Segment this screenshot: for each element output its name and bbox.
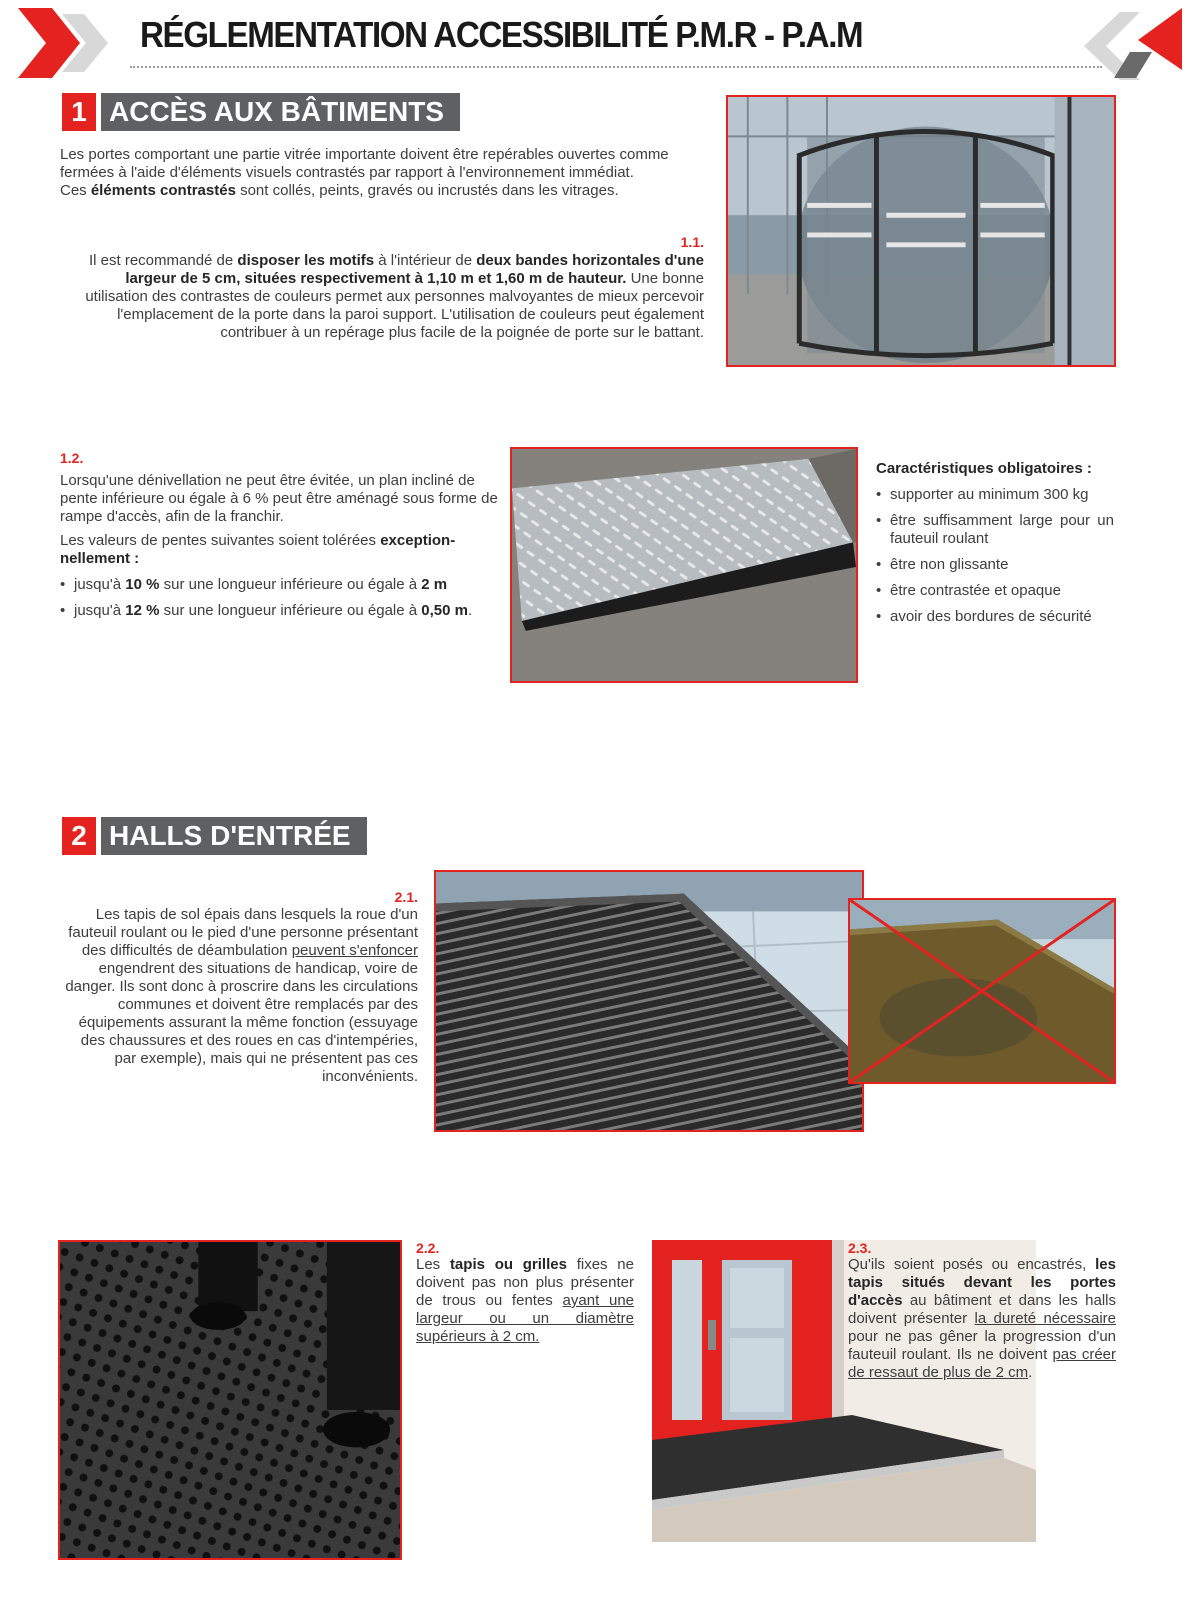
slope-1-c: sur une longueur inférieure ou égale à	[159, 576, 422, 593]
s11-part-d: deux bandes horizontales d'une largeur de 5 cm, situées respectivement à 1,10 m et 1,60 m de hauteur.	[125, 252, 704, 287]
subsection-2-1-text	[62, 906, 418, 1086]
slope-1-d: 2 m	[421, 576, 448, 593]
characteristic-item: • supporter au minimum 300 kg	[876, 486, 1114, 504]
s12-p2-start: Les valeurs de pentes suivantes soient tolérées	[60, 532, 381, 549]
subsection-1-1-text	[60, 252, 704, 342]
access-ramp-photo	[510, 447, 858, 683]
section-1-intro	[60, 146, 700, 200]
s11-part-b: disposer les motifs	[237, 252, 375, 269]
subsection-2-3-text	[848, 1256, 1116, 1382]
s23-part-c: au bâtiment et dans les halls doivent présenter	[848, 1292, 1116, 1327]
slope-2-a: jusqu'à	[74, 602, 126, 619]
subsection-2-2-number: 2.2.	[416, 1240, 440, 1256]
s23-part-b: les tapis situés devant les portes d'accès	[848, 1256, 1116, 1309]
section-2-heading	[62, 817, 367, 855]
s23-part-d: la dureté nécessaire	[974, 1310, 1116, 1327]
s21-part-c: engendrent des situations de handicap, voire de danger. Ils sont donc à proscrire dans les circulations communes et doivent être remplacés par des équipements assurant la même fonction (essuyage des chaussures et des roues en cas d'intempéries, par exemple), mais qui ne présentent pas ces inconvénients.	[65, 960, 418, 1085]
s12-p2-bold: exception-nellement :	[60, 532, 456, 567]
s23-part-f: pas créer de ressaut de plus de 2 cm	[848, 1346, 1116, 1381]
slope-list	[60, 576, 498, 620]
s11-part-e: Une bonne utilisation des contrastes de couleurs permet aux personnes malvoyantes de mieux percevoir l'emplacement de la porte dans la paroi support. L'utilisation de couleurs peut également contribuer à un repérage plus facile de la poignée de porte sur le battant.	[85, 270, 704, 341]
characteristics-list	[876, 486, 1114, 626]
section-2-number: 2	[62, 817, 96, 855]
s22-part-b: tapis ou grilles	[449, 1256, 567, 1273]
section-1-title: ACCÈS AUX BÂTIMENTS	[101, 93, 460, 131]
intro-paragraph-2	[60, 182, 700, 200]
s22-part-d: ayant une largeur ou un diamètre supérieurs à 2 cm.	[416, 1292, 635, 1345]
corner-chevron-left-icon	[18, 8, 116, 78]
title-divider	[130, 66, 1102, 68]
revolving-door-photo	[726, 95, 1116, 367]
section-1-heading	[62, 93, 460, 131]
slope-item-1	[60, 576, 498, 594]
characteristic-item: • être suffisamment large pour un fauteuil roulant	[876, 512, 1114, 548]
slope-item-2	[60, 602, 498, 620]
intro-p2-end: sont collés, peints, gravés ou incrustés dans les vitrages.	[235, 182, 619, 199]
slope-1-a: jusqu'à	[74, 576, 126, 593]
intro-paragraph-1: Les portes comportant une partie vitrée importante doivent être repérables ouvertes comme fermées à l'aide d'éléments visuels contrastés par rapport à l'environnement immédiat.	[60, 146, 669, 181]
subsection-1-2-number: 1.2.	[60, 450, 84, 466]
slope-2-d: 0,50 m	[421, 602, 468, 619]
entrance-mat-photo	[434, 870, 864, 1132]
slope-2-e: .	[468, 602, 473, 619]
subsection-1-1-number: 1.1.	[680, 234, 704, 250]
s23-part-g: .	[1028, 1364, 1033, 1381]
mandatory-characteristics	[876, 460, 1114, 634]
section-2-title: HALLS D'ENTRÉE	[101, 817, 367, 855]
rubber-grid-mat-photo	[58, 1240, 402, 1560]
characteristic-item: • être contrastée et opaque	[876, 582, 1114, 600]
s11-part-c: à l'intérieur de	[374, 252, 477, 269]
characteristics-title: Caractéristiques obligatoires :	[876, 460, 1092, 477]
subsection-2-3-number: 2.3.	[848, 1240, 872, 1256]
forbidden-coir-mat-photo	[848, 898, 1116, 1084]
s12-paragraph-1: Lorsqu'une dénivellation ne peut être évitée, un plan incliné de pente inférieure ou égale à 6 % peut être aménagé sous forme de rampe d'accès, afin de la franchir.	[60, 472, 498, 525]
s11-part-a: Il est recommandé de	[89, 252, 238, 269]
s21-part-a: Les tapis de sol épais dans lesquels la roue d'un fauteuil roulant ou le pied d'une personne présentant des difficultés de déambulation	[68, 906, 418, 959]
s22-part-a: Les	[416, 1256, 450, 1273]
intro-p2-bold: éléments contrastés	[90, 182, 236, 199]
slope-1-b: 10 %	[125, 576, 160, 593]
slope-2-c: sur une longueur inférieure ou égale à	[159, 602, 422, 619]
s23-part-e: pour ne pas gêner la progression d'un fauteuil roulant. Ils ne doivent	[848, 1328, 1116, 1363]
subsection-1-2-text	[60, 472, 498, 628]
intro-p2-start: Ces	[60, 182, 91, 199]
s23-part-a: Qu'ils soient posés ou encastrés,	[848, 1256, 1096, 1273]
s12-paragraph-2	[60, 532, 498, 568]
characteristic-item: • être non glissante	[876, 556, 1114, 574]
corner-chevron-right-icon	[1078, 8, 1182, 86]
slope-2-b: 12 %	[125, 602, 160, 619]
subsection-2-2-text	[416, 1256, 634, 1346]
characteristic-item: • avoir des bordures de sécurité	[876, 608, 1114, 626]
s21-part-b: peuvent s'enfoncer	[291, 942, 418, 959]
section-1-number: 1	[62, 93, 96, 131]
page-title: RÉGLEMENTATION ACCESSIBILITÉ P.M.R - P.A.M	[140, 14, 863, 55]
s22-part-c: fixes ne doivent pas non plus présenter de trous ou fentes	[416, 1256, 634, 1309]
subsection-2-1-number: 2.1.	[394, 889, 418, 905]
